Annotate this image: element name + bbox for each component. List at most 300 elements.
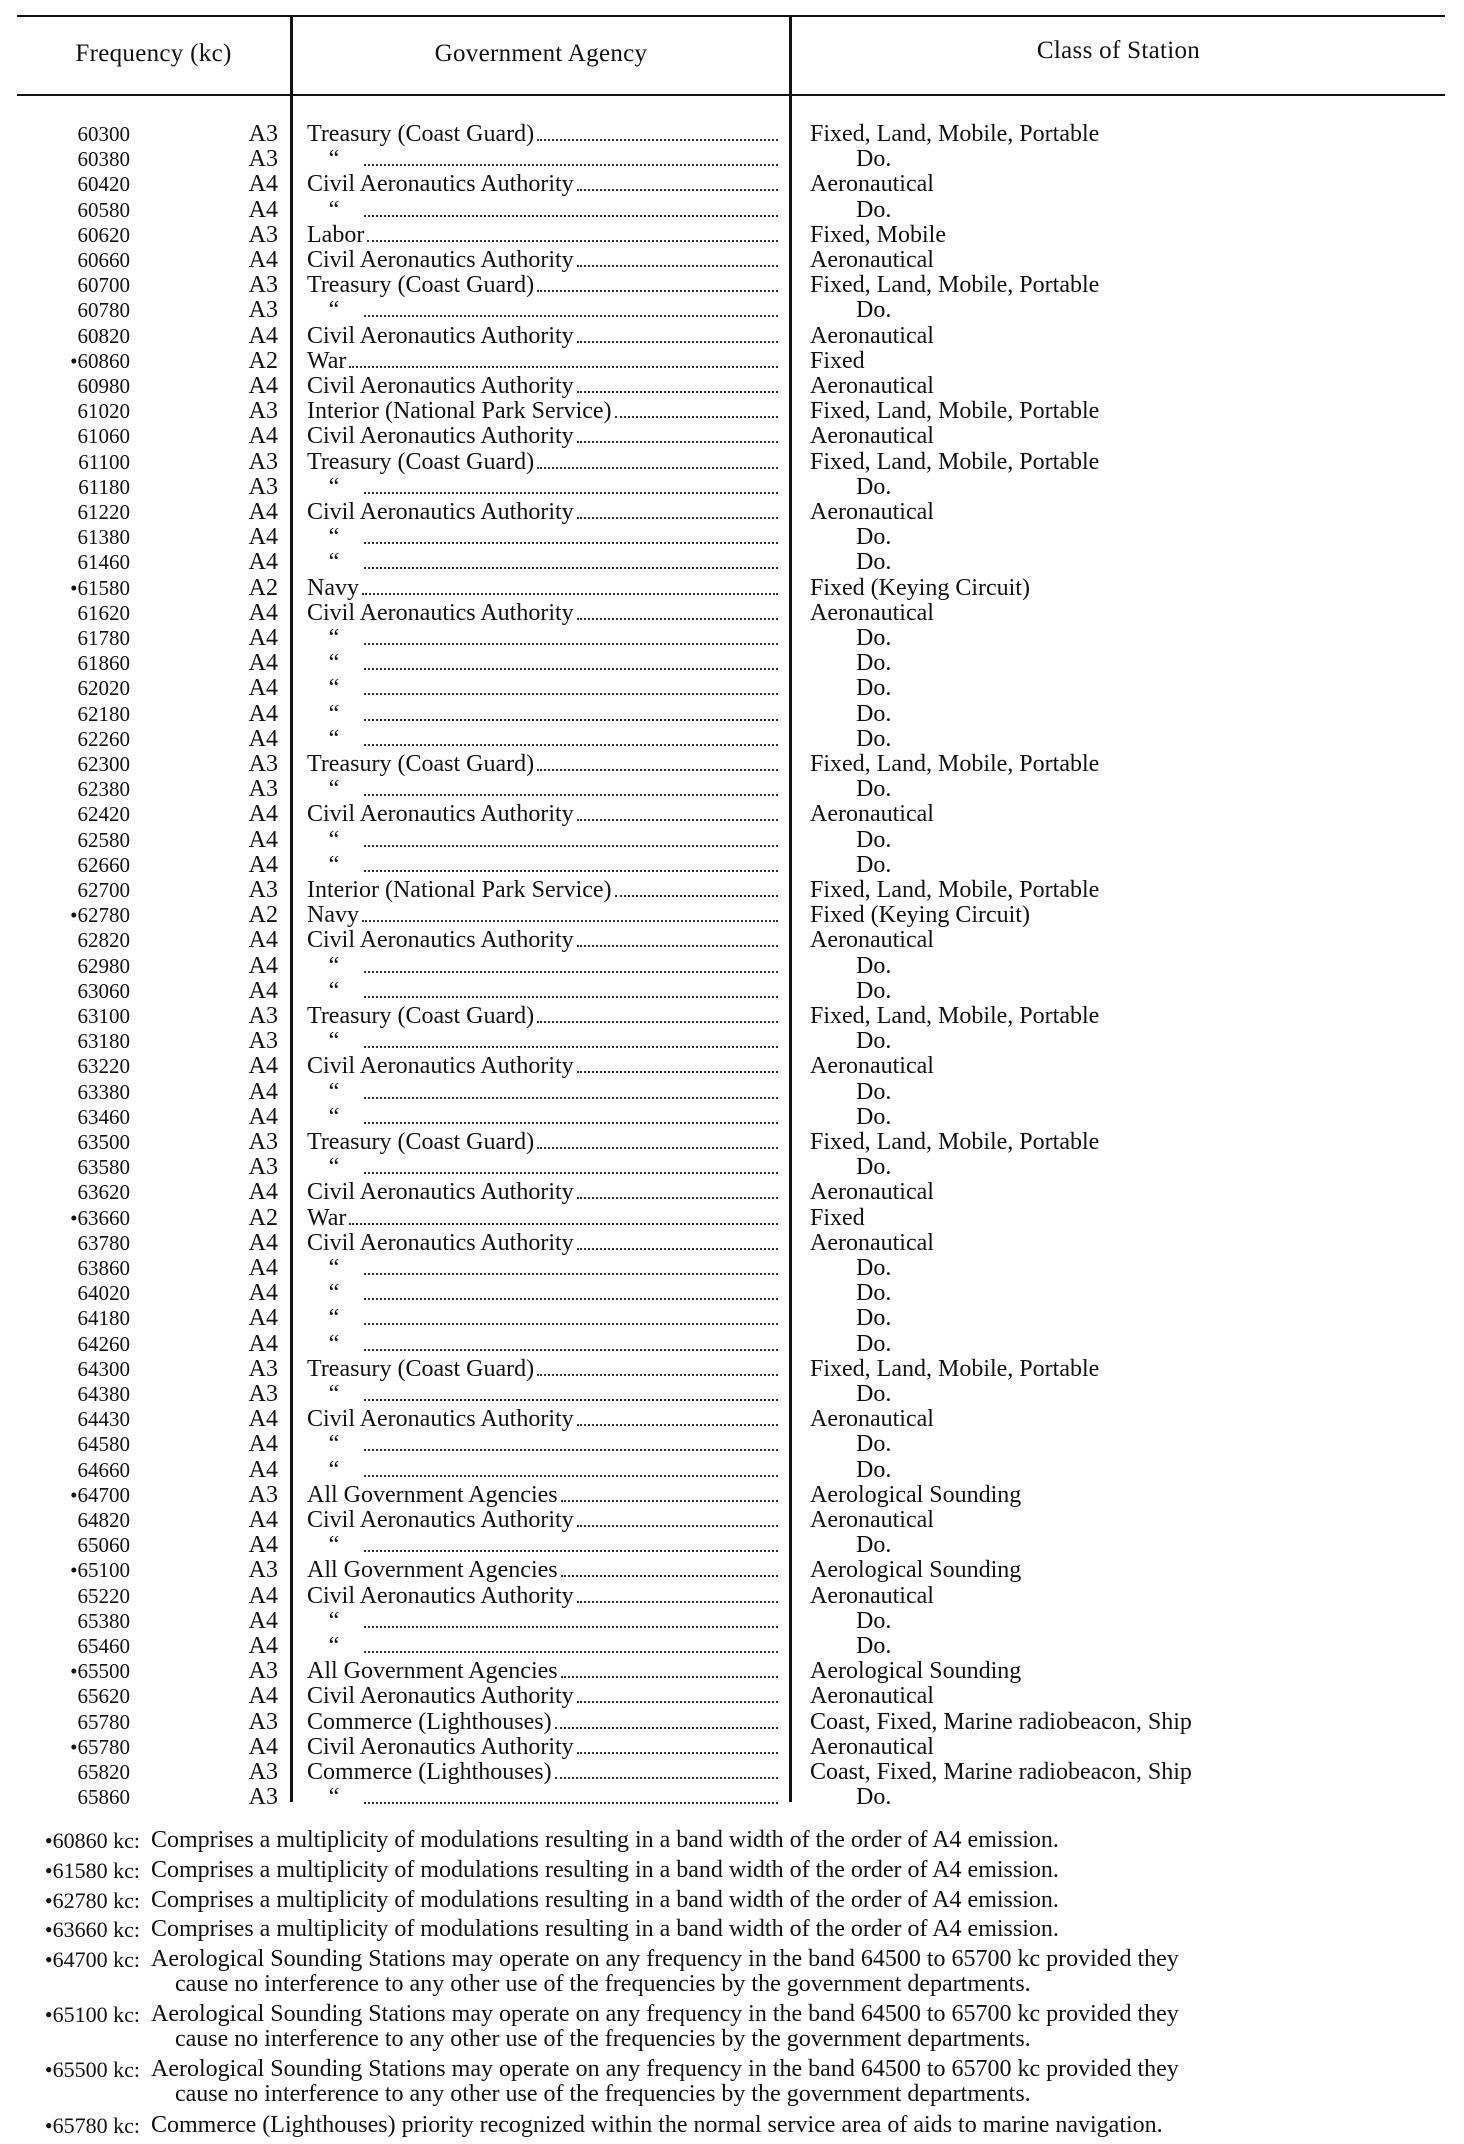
class-cell: Do. bbox=[856, 1280, 892, 1307]
emission-cell: A3 bbox=[248, 1708, 278, 1735]
agency-cell bbox=[307, 1332, 782, 1357]
table-row bbox=[0, 878, 1464, 903]
class-cell: Do. bbox=[856, 1456, 892, 1483]
agency-text: Civil Aeronautics Authority bbox=[307, 928, 574, 954]
class-cell: Do. bbox=[856, 1305, 892, 1332]
emission-cell: A4 bbox=[248, 423, 278, 450]
class-cell: Coast, Fixed, Marine radiobeacon, Ship bbox=[810, 1759, 1192, 1785]
emission-cell: A3 bbox=[248, 272, 278, 299]
footnote-label: •61580 kc: bbox=[44, 1857, 140, 1883]
frequency-cell: 61220 bbox=[77, 500, 130, 524]
agency-cell bbox=[307, 1382, 782, 1407]
table-row bbox=[0, 1407, 1464, 1432]
footnote-text bbox=[151, 2113, 1461, 2138]
emission-cell: A4 bbox=[248, 171, 278, 198]
agency-cell bbox=[307, 525, 782, 550]
emission-cell: A4 bbox=[248, 1683, 278, 1710]
leader-dots bbox=[364, 704, 778, 721]
frequency-cell: 63060 bbox=[77, 978, 130, 1003]
agency-cell bbox=[307, 122, 782, 147]
emission-cell: A4 bbox=[248, 1582, 278, 1609]
table-row bbox=[0, 1508, 1464, 1533]
frequency-cell: 64430 bbox=[77, 1407, 130, 1432]
class-cell: Do. bbox=[856, 776, 892, 803]
agency-cell bbox=[307, 273, 782, 298]
agency-text: Interior (National Park Service) bbox=[307, 399, 612, 425]
class-cell: Do. bbox=[856, 297, 892, 324]
footnote-label: •64700 kc: bbox=[44, 1947, 140, 1973]
agency-text: “ bbox=[328, 701, 340, 727]
agency-cell bbox=[307, 1130, 782, 1155]
frequency-cell: 63220 bbox=[77, 1054, 130, 1079]
agency-cell bbox=[307, 626, 782, 651]
agency-cell bbox=[307, 349, 782, 374]
table-row bbox=[0, 399, 1464, 424]
footnote-label: •65100 kc: bbox=[44, 2002, 140, 2028]
class-cell: Aeronautical bbox=[810, 373, 934, 399]
class-cell: Do. bbox=[856, 1607, 892, 1634]
agency-text: “ bbox=[328, 474, 340, 500]
agency-cell bbox=[307, 1432, 782, 1457]
class-cell: Do. bbox=[856, 700, 892, 727]
header-class: Class of Station bbox=[1036, 37, 1201, 64]
leader-dots bbox=[537, 1359, 778, 1376]
footnote-text bbox=[151, 2002, 1461, 2052]
leader-dots bbox=[364, 300, 778, 317]
agency-text: “ bbox=[328, 1079, 340, 1105]
table-row bbox=[0, 1054, 1464, 1079]
emission-cell: A4 bbox=[248, 1431, 278, 1458]
class-cell: Do. bbox=[856, 675, 892, 702]
table-row bbox=[0, 928, 1464, 953]
agency-cell bbox=[307, 500, 782, 525]
frequency-cell: 64020 bbox=[77, 1281, 130, 1306]
agency-text: “ bbox=[328, 197, 340, 223]
table-row bbox=[0, 1458, 1464, 1483]
agency-text: All Government Agencies bbox=[307, 1558, 558, 1584]
table-row bbox=[0, 626, 1464, 651]
frequency-cell: 62980 bbox=[77, 953, 130, 978]
emission-cell: A3 bbox=[248, 1557, 278, 1584]
leader-dots bbox=[537, 1006, 778, 1023]
leader-dots bbox=[577, 250, 778, 267]
class-cell: Aeronautical bbox=[810, 499, 934, 525]
agency-text: Civil Aeronautics Authority bbox=[307, 172, 574, 198]
emission-cell: A4 bbox=[248, 1280, 278, 1307]
class-cell: Fixed, Land, Mobile, Portable bbox=[810, 1355, 1100, 1382]
emission-cell: A4 bbox=[248, 1532, 278, 1559]
frequency-cell: 60780 bbox=[77, 298, 130, 323]
footnote-line: Comprises a multiplicity of modulations resulting in a band width of the order of A4 emission. bbox=[151, 1827, 1059, 1853]
leader-dots bbox=[577, 1409, 778, 1426]
table-row bbox=[0, 1004, 1464, 1029]
agency-cell bbox=[307, 1659, 782, 1684]
agency-cell bbox=[307, 1584, 782, 1609]
table-row bbox=[0, 525, 1464, 550]
footnote-label: •60860 kc: bbox=[44, 1828, 140, 1853]
table-row bbox=[0, 1029, 1464, 1054]
table-row bbox=[0, 450, 1464, 475]
class-cell: Do. bbox=[856, 1532, 892, 1559]
emission-cell: A3 bbox=[248, 1129, 278, 1155]
frequency-cell: 63460 bbox=[77, 1104, 130, 1129]
agency-text: “ bbox=[328, 827, 340, 853]
agency-cell bbox=[307, 903, 782, 928]
table-row bbox=[0, 223, 1464, 248]
agency-text: Navy bbox=[307, 575, 359, 601]
agency-text: Civil Aeronautics Authority bbox=[307, 374, 574, 399]
agency-cell bbox=[307, 1684, 782, 1709]
emission-cell: A4 bbox=[248, 952, 278, 979]
agency-text: Commerce (Lighthouses) bbox=[307, 1709, 552, 1735]
agency-text: “ bbox=[328, 298, 340, 324]
frequency-cell: 65460 bbox=[77, 1634, 130, 1658]
agency-cell bbox=[307, 1407, 782, 1432]
leader-dots bbox=[577, 1056, 778, 1073]
class-cell: Do. bbox=[856, 1784, 892, 1811]
agency-cell bbox=[307, 979, 782, 1004]
table-row bbox=[0, 475, 1464, 500]
class-cell: Do. bbox=[856, 473, 892, 500]
emission-cell: A4 bbox=[248, 1078, 278, 1105]
class-cell: Fixed, Land, Mobile, Portable bbox=[810, 121, 1100, 147]
agency-cell bbox=[307, 928, 782, 953]
table-row bbox=[0, 1659, 1464, 1684]
table-row bbox=[0, 122, 1464, 147]
agency-cell bbox=[307, 1609, 782, 1634]
leader-dots bbox=[364, 1636, 778, 1653]
leader-dots bbox=[577, 326, 778, 343]
class-cell: Aeronautical bbox=[810, 1053, 934, 1080]
agency-cell bbox=[307, 324, 782, 349]
leader-dots bbox=[364, 1334, 778, 1351]
class-cell: Aeronautical bbox=[810, 1229, 934, 1256]
agency-text: “ bbox=[328, 651, 340, 677]
emission-cell: A3 bbox=[248, 1028, 278, 1055]
table-row bbox=[0, 802, 1464, 827]
agency-text: “ bbox=[328, 777, 340, 803]
class-cell: Do. bbox=[856, 977, 892, 1004]
class-cell: Do. bbox=[856, 851, 892, 878]
table-row bbox=[0, 676, 1464, 701]
frequency-cell: 62580 bbox=[77, 827, 130, 852]
frequency-cell: 62820 bbox=[77, 928, 130, 953]
agency-cell bbox=[307, 1760, 782, 1785]
emission-cell: A3 bbox=[248, 751, 278, 777]
frequency-cell: 64380 bbox=[77, 1382, 130, 1406]
emission-cell: A3 bbox=[248, 448, 278, 475]
leader-dots bbox=[364, 1107, 778, 1124]
table-row bbox=[0, 1105, 1464, 1130]
emission-cell: A4 bbox=[248, 1733, 278, 1760]
emission-cell: A3 bbox=[248, 398, 278, 425]
agency-text: “ bbox=[328, 1029, 340, 1055]
class-cell: Fixed, Land, Mobile, Portable bbox=[810, 877, 1100, 903]
agency-text: “ bbox=[328, 550, 340, 576]
emission-cell: A4 bbox=[248, 1255, 278, 1281]
class-cell: Do. bbox=[856, 650, 892, 677]
leader-dots bbox=[555, 1762, 778, 1779]
leader-dots bbox=[364, 1308, 778, 1325]
agency-text: “ bbox=[328, 1256, 340, 1281]
class-cell: Aeronautical bbox=[810, 1507, 934, 1533]
class-cell: Do. bbox=[856, 1431, 892, 1458]
footnote-line: Aerological Sounding Stations may operate on any frequency in the band 64500 to 65700 kc provided they bbox=[151, 1946, 1179, 1973]
frequency-cell: •61580 bbox=[70, 575, 130, 600]
leader-dots bbox=[364, 628, 778, 645]
agency-cell bbox=[307, 399, 782, 424]
emission-cell: A3 bbox=[248, 1003, 278, 1029]
footnote-line: cause no interference to any other use of the frequencies by the government departments. bbox=[175, 2026, 1031, 2053]
table-row bbox=[0, 1180, 1464, 1205]
leader-dots bbox=[364, 1258, 778, 1275]
leader-dots bbox=[364, 1283, 778, 1300]
leader-dots bbox=[364, 1787, 778, 1804]
frequency-cell: 64580 bbox=[77, 1432, 130, 1457]
frequency-cell: 62700 bbox=[77, 878, 130, 902]
emission-cell: A2 bbox=[248, 1204, 278, 1231]
frequency-cell: 60420 bbox=[77, 172, 130, 197]
agency-cell bbox=[307, 1508, 782, 1533]
class-cell: Fixed (Keying Circuit) bbox=[810, 902, 1030, 929]
agency-text: Interior (National Park Service) bbox=[307, 878, 612, 903]
table-row bbox=[0, 172, 1464, 197]
leader-dots bbox=[561, 1560, 778, 1577]
leader-dots bbox=[577, 426, 778, 443]
agency-cell bbox=[307, 1206, 782, 1231]
frequency-cell: 63100 bbox=[77, 1004, 130, 1028]
emission-cell: A4 bbox=[248, 322, 278, 349]
class-cell: Do. bbox=[856, 1154, 892, 1181]
class-cell: Do. bbox=[856, 524, 892, 551]
table-row bbox=[0, 1080, 1464, 1105]
agency-text: Navy bbox=[307, 903, 359, 929]
leader-dots bbox=[537, 1132, 778, 1149]
footnote-label: •62780 kc: bbox=[44, 1887, 140, 1913]
footnote-text bbox=[151, 1917, 1461, 1942]
footnote-text bbox=[151, 1947, 1461, 1997]
agency-cell bbox=[307, 424, 782, 449]
agency-text: “ bbox=[328, 1457, 340, 1483]
class-cell: Fixed, Land, Mobile, Portable bbox=[810, 398, 1100, 425]
table-row bbox=[0, 324, 1464, 349]
agency-text: Civil Aeronautics Authority bbox=[307, 802, 574, 828]
emission-cell: A4 bbox=[248, 1179, 278, 1206]
class-cell: Aeronautical bbox=[810, 1582, 934, 1609]
agency-cell bbox=[307, 1306, 782, 1331]
leader-dots bbox=[364, 527, 778, 544]
class-cell: Do. bbox=[856, 1633, 892, 1659]
footnote-line: Commerce (Lighthouses) priority recognized within the normal service area of aids to marine navigation. bbox=[151, 2111, 1163, 2138]
agency-cell bbox=[307, 853, 782, 878]
agency-text: Civil Aeronautics Authority bbox=[307, 424, 574, 450]
agency-cell bbox=[307, 727, 782, 752]
agency-cell bbox=[307, 1155, 782, 1180]
agency-cell bbox=[307, 1105, 782, 1130]
agency-text: Civil Aeronautics Authority bbox=[307, 1684, 574, 1710]
frequency-cell: 61460 bbox=[77, 550, 130, 575]
agency-text: “ bbox=[328, 1634, 340, 1659]
agency-cell bbox=[307, 450, 782, 475]
table-row bbox=[0, 1281, 1464, 1306]
footnote-line: Comprises a multiplicity of modulations resulting in a band width of the order of A4 emission. bbox=[151, 1916, 1059, 1943]
emission-cell: A4 bbox=[248, 675, 278, 702]
emission-cell: A3 bbox=[248, 776, 278, 803]
leader-dots bbox=[364, 552, 778, 569]
frequency-cell: •64700 bbox=[70, 1482, 130, 1507]
class-cell: Aeronautical bbox=[810, 1406, 934, 1433]
agency-cell bbox=[307, 1281, 782, 1306]
agency-text: “ bbox=[328, 1281, 340, 1307]
agency-cell bbox=[307, 802, 782, 827]
agency-text: “ bbox=[328, 726, 340, 752]
emission-cell: A4 bbox=[248, 1103, 278, 1130]
agency-cell bbox=[307, 248, 782, 273]
leader-dots bbox=[364, 956, 778, 973]
table-row bbox=[0, 1231, 1464, 1256]
table-row bbox=[0, 601, 1464, 626]
emission-cell: A4 bbox=[248, 1229, 278, 1256]
class-cell: Aerological Sounding bbox=[810, 1658, 1022, 1685]
emission-cell: A4 bbox=[248, 625, 278, 651]
agency-cell bbox=[307, 1710, 782, 1735]
emission-cell: A2 bbox=[248, 347, 278, 374]
agency-text: “ bbox=[328, 147, 340, 173]
emission-cell: A3 bbox=[248, 1481, 278, 1508]
frequency-cell: 63780 bbox=[77, 1230, 130, 1255]
emission-cell: A2 bbox=[248, 574, 278, 601]
class-cell: Fixed bbox=[810, 1204, 865, 1231]
table-row bbox=[0, 1130, 1464, 1155]
emission-cell: A3 bbox=[248, 1784, 278, 1811]
emission-cell: A4 bbox=[248, 1456, 278, 1483]
frequency-cell: •65780 bbox=[70, 1734, 130, 1759]
agency-text: Treasury (Coast Guard) bbox=[307, 449, 535, 475]
emission-cell: A4 bbox=[248, 700, 278, 727]
frequency-cell: 65060 bbox=[77, 1533, 130, 1558]
frequency-cell: •65100 bbox=[70, 1558, 130, 1583]
table-row bbox=[0, 1432, 1464, 1457]
agency-text: Commerce (Lighthouses) bbox=[307, 1760, 552, 1785]
agency-cell bbox=[307, 954, 782, 979]
agency-text: War bbox=[307, 348, 347, 374]
agency-text: “ bbox=[328, 953, 340, 979]
agency-text: Civil Aeronautics Authority bbox=[307, 600, 574, 626]
class-cell: Fixed bbox=[810, 347, 865, 374]
emission-cell: A3 bbox=[248, 1355, 278, 1382]
table-row bbox=[0, 828, 1464, 853]
leader-dots bbox=[537, 754, 778, 771]
class-cell: Do. bbox=[856, 1381, 892, 1407]
frequency-cell: 63180 bbox=[77, 1029, 130, 1054]
frequency-cell: 64180 bbox=[77, 1306, 130, 1331]
class-cell: Do. bbox=[856, 146, 892, 173]
frequency-cell: 60580 bbox=[77, 197, 130, 222]
table-row bbox=[0, 1533, 1464, 1558]
agency-cell bbox=[307, 1180, 782, 1205]
table-row bbox=[0, 1558, 1464, 1583]
frequency-cell: 61060 bbox=[77, 424, 130, 449]
leader-dots bbox=[577, 376, 778, 393]
frequency-cell: 62420 bbox=[77, 802, 130, 827]
agency-text: Civil Aeronautics Authority bbox=[307, 1407, 574, 1433]
agency-cell bbox=[307, 1256, 782, 1281]
frequency-cell: 65380 bbox=[77, 1608, 130, 1633]
class-cell: Aerological Sounding bbox=[810, 1481, 1022, 1508]
agency-cell bbox=[307, 676, 782, 701]
frequency-cell: 61860 bbox=[77, 651, 130, 676]
agency-cell bbox=[307, 223, 782, 248]
frequency-cell: 60300 bbox=[77, 122, 130, 146]
emission-cell: A3 bbox=[248, 221, 278, 248]
leader-dots bbox=[362, 905, 778, 922]
frequency-cell: 64660 bbox=[77, 1457, 130, 1482]
frequency-cell: 65820 bbox=[77, 1760, 130, 1784]
footnote-label: •63660 kc: bbox=[44, 1917, 140, 1943]
class-cell: Do. bbox=[856, 196, 892, 223]
agency-cell bbox=[307, 1483, 782, 1508]
table-row bbox=[0, 500, 1464, 525]
agency-cell bbox=[307, 1004, 782, 1029]
frequency-cell: 63500 bbox=[77, 1130, 130, 1154]
agency-text: Civil Aeronautics Authority bbox=[307, 1054, 574, 1080]
class-cell: Aeronautical bbox=[810, 423, 934, 450]
agency-cell bbox=[307, 550, 782, 575]
agency-text: Civil Aeronautics Authority bbox=[307, 1508, 574, 1533]
agency-text: Civil Aeronautics Authority bbox=[307, 1180, 574, 1206]
table-row bbox=[0, 198, 1464, 223]
agency-text: Treasury (Coast Guard) bbox=[307, 273, 535, 299]
table-row bbox=[0, 1357, 1464, 1382]
table-row bbox=[0, 576, 1464, 601]
table-row bbox=[0, 1483, 1464, 1508]
footnote-line: cause no interference to any other use of the frequencies by the government departments. bbox=[175, 1971, 1031, 1998]
leader-dots bbox=[364, 149, 778, 166]
footnote-line: Comprises a multiplicity of modulations resulting in a band width of the order of A4 emission. bbox=[151, 1886, 1059, 1913]
frequency-cell: 63860 bbox=[77, 1256, 130, 1280]
leader-dots bbox=[364, 1460, 778, 1477]
table-row bbox=[0, 1735, 1464, 1760]
emission-cell: A4 bbox=[248, 599, 278, 626]
table-row bbox=[0, 1306, 1464, 1331]
class-cell: Aerological Sounding bbox=[810, 1557, 1022, 1584]
agency-text: Civil Aeronautics Authority bbox=[307, 1583, 574, 1609]
frequency-cell: 62260 bbox=[77, 726, 130, 751]
class-cell: Aeronautical bbox=[810, 801, 934, 828]
class-cell: Do. bbox=[856, 1103, 892, 1130]
agency-text: Treasury (Coast Guard) bbox=[307, 1130, 535, 1155]
agency-text: “ bbox=[328, 626, 340, 651]
leader-dots bbox=[615, 401, 778, 418]
emission-cell: A3 bbox=[248, 121, 278, 147]
class-cell: Aeronautical bbox=[810, 1683, 934, 1710]
emission-cell: A3 bbox=[248, 473, 278, 500]
agency-cell bbox=[307, 1357, 782, 1382]
frequency-cell: 65620 bbox=[77, 1684, 130, 1709]
agency-text: Treasury (Coast Guard) bbox=[307, 1004, 535, 1029]
footnote-line: Aerological Sounding Stations may operate on any frequency in the band 64500 to 65700 kc provided they bbox=[151, 2001, 1179, 2028]
frequency-cell: 61620 bbox=[77, 600, 130, 625]
agency-text: “ bbox=[328, 1382, 340, 1407]
footnote-line: Aerological Sounding Stations may operate on any frequency in the band 64500 to 65700 kc provided they bbox=[151, 2056, 1179, 2083]
frequency-cell: 64820 bbox=[77, 1508, 130, 1532]
agency-text: “ bbox=[328, 1432, 340, 1458]
leader-dots bbox=[364, 830, 778, 847]
agency-cell bbox=[307, 1634, 782, 1659]
agency-text: All Government Agencies bbox=[307, 1482, 558, 1508]
table-row bbox=[0, 550, 1464, 575]
frequency-cell: 61380 bbox=[77, 525, 130, 550]
